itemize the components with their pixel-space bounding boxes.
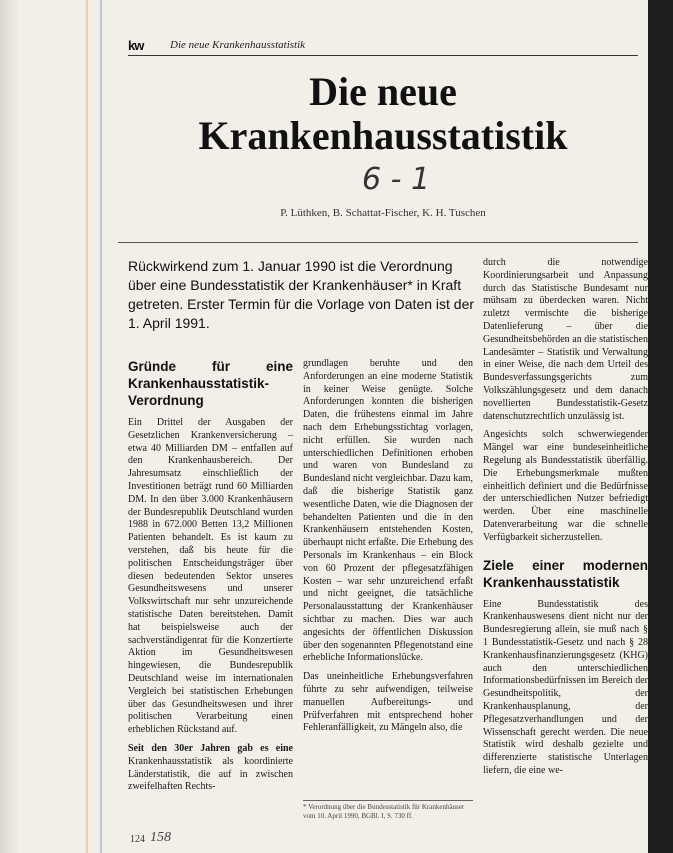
running-head-title: Die neue Krankenhausstatistik — [170, 39, 306, 51]
page-number: 124 — [130, 834, 145, 845]
author-line: P. Lüthken, B. Schattat-Fischer, K. H. Tuschen — [280, 207, 486, 219]
paragraph: durch die notwendige Koordinierungsarbeit und Anpassung durch das Statistische Bundesamt nur mühsam zu überdecken waren. Nicht zuletzt vermischte die bisherige Datenlieferung – über die Gesundheitsbehörden an die statistischen Landesämter – Statistik und Verwaltung in einer Weise, die nach dem Urteil des Bundesverfassungsgerichts zum Volkszählungsgesetz und dem danach novellierten Bundesstatistik-Gesetz datenschutzrechtlich unzulässig ist. — [483, 257, 648, 422]
binding-spine — [0, 0, 18, 853]
scan-background — [648, 0, 673, 853]
column-1 — [128, 358, 293, 800]
footnote: * Verordnung über die Bundesstatistik für Krankenhäuser vom 10. April 1990, BGBl. I, S. 730 ff. — [303, 800, 473, 821]
title-line-2: Krankenhausstatistik — [198, 113, 568, 158]
lead-paragraph: Rückwirkend zum 1. Januar 1990 ist die Verordnung über eine Bundesstatistik der Krankenhäuser* in Kraft getreten. Erster Termin für die Vorlage von Daten ist der 1. April 1991. — [128, 258, 475, 331]
paragraph: Angesichts solch schwerwiegender Mängel war eine bundeseinheitliche Regelung als Bundesstatistik überfällig. Die Erhebungsmerkmale mußten einheitlich definiert und die Bedürfnisse der unterschiedlichen Nutzer befriedigt werden. Über eine maschinelle Datenverarbeitung war die schnelle Verfügbarkeit sicherzustellen. — [483, 429, 648, 543]
column-3 — [483, 257, 648, 784]
handwritten-note: 6 - 1 — [362, 162, 431, 197]
paragraph: Ein Drittel der Ausgaben der Gesetzlichen Krankenversicherung – etwa 40 Milliarden DM – entfallen auf den Krankenhausbereich. Der Jahresumsatz einschließlich der Investitionen beträgt rund 60 Milliarden DM. In den über 3.000 Krankenhäusern der Bundesrepublik Deutschland wurden 1988 in 672.000 Betten 13,2 Millionen Patienten behandelt. Es ist kaum zu verstehen, daß bis heute für die politischen Entscheidungsträger über diesen bedeutenden Sektor unseres Gesundheitswesens und unserer Volkswirtschaft nur sehr unzureichende statistische Daten bereitstehen. Damit hat beispielsweise auch der sachverständigenrat für die Konzertierte Aktion im Gesundheitswesen hingewiesen, die Bundesrepublik Deutschland weise im internationalen Vergleich bei statistischen Erhebungen über das Gesundheitswesen und ihrer politischen Verarbeitung einen erheblichen Rückstand auf. — [128, 417, 293, 736]
column-2 — [303, 358, 473, 741]
article-title — [128, 70, 638, 158]
paragraph — [128, 743, 293, 794]
title-line-1: Die neue — [309, 69, 457, 114]
header-rule — [118, 242, 638, 243]
journal-logo: kw — [128, 38, 144, 53]
paragraph-continuation: Krankenhausstatistik als koordinierte Länderstatistik, die auf in zwischen zweifelhaften Rechts- — [128, 755, 293, 793]
running-head — [128, 38, 638, 56]
page-edge-blue — [100, 0, 102, 853]
section-heading-reasons: Gründe für eine Krankenhausstatistik-Verordnung — [128, 359, 293, 408]
paragraph-bold-start: Seit den 30er Jahren gab es eine — [128, 742, 293, 754]
handwritten-page-annotation: 158 — [150, 830, 171, 845]
page-edge-yellow — [86, 0, 88, 853]
paragraph: Das uneinheitliche Erhebungsverfahren führte zu sehr aufwendigen, teilweise manuellen Aufbereitungs- und Prüfverfahren mit entsprechend hoher Fehleranfälligkeit, zu Mängeln also, die — [303, 671, 473, 734]
paragraph: grundlagen beruhte und den Anforderungen an eine moderne Statistik in keiner Weise genügte. Solche Anforderungen konnten die bisherigen Daten, die frühestens einmal im Jahre nach dem Erhebungsstichtag vorlagen, nicht erfüllen. Sie wurden nach unterschiedlichen Definitionen erhoben und waren von Bundesland zu Bundesland nicht vergleichbar. Dazu kam, daß die bisherige Statistik ganz wesentliche Daten, wie die Diagnosen der behandelten Patienten und die in den Krankenhäusern entstehenden Kosten, überhaupt nicht erfaßte. Die Erhebung des Personals im Krankenhaus – ein Block von 60 Prozent der pflegesatzfähigen Kosten – war sehr unzureichend erfaßt und nicht geeignet, die tatsächliche Personalausstattung der Krankenhäuser sichtbar zu machen. Dies war auch angesichts der öffentlichen Diskussion über den sogenannten Pflegenotstand eine erhebliche Informationslücke. — [303, 358, 473, 664]
paragraph: Eine Bundesstatistik des Krankenhauswesens dient nicht nur der Bundesregierung allein, sie muß nach § 1 Bundesstatistik-Gesetz und nach § 28 Krankenhausfinanzierungsgesetz (KHG) auch den unterschiedlichen Informationsbedürfnissen im Bereich der Gesundheitspolitik, der Krankenhausplanung, der Pflegesatzverhandlungen und der Wissenschaft gerecht werden. Die neue Statistik wird deshalb gezielte und differenzierte statistische Unterlagen liefern, die eine we- — [483, 598, 648, 776]
section-heading-goals: Ziele einer modernen Krankenhausstatistik — [483, 557, 648, 590]
